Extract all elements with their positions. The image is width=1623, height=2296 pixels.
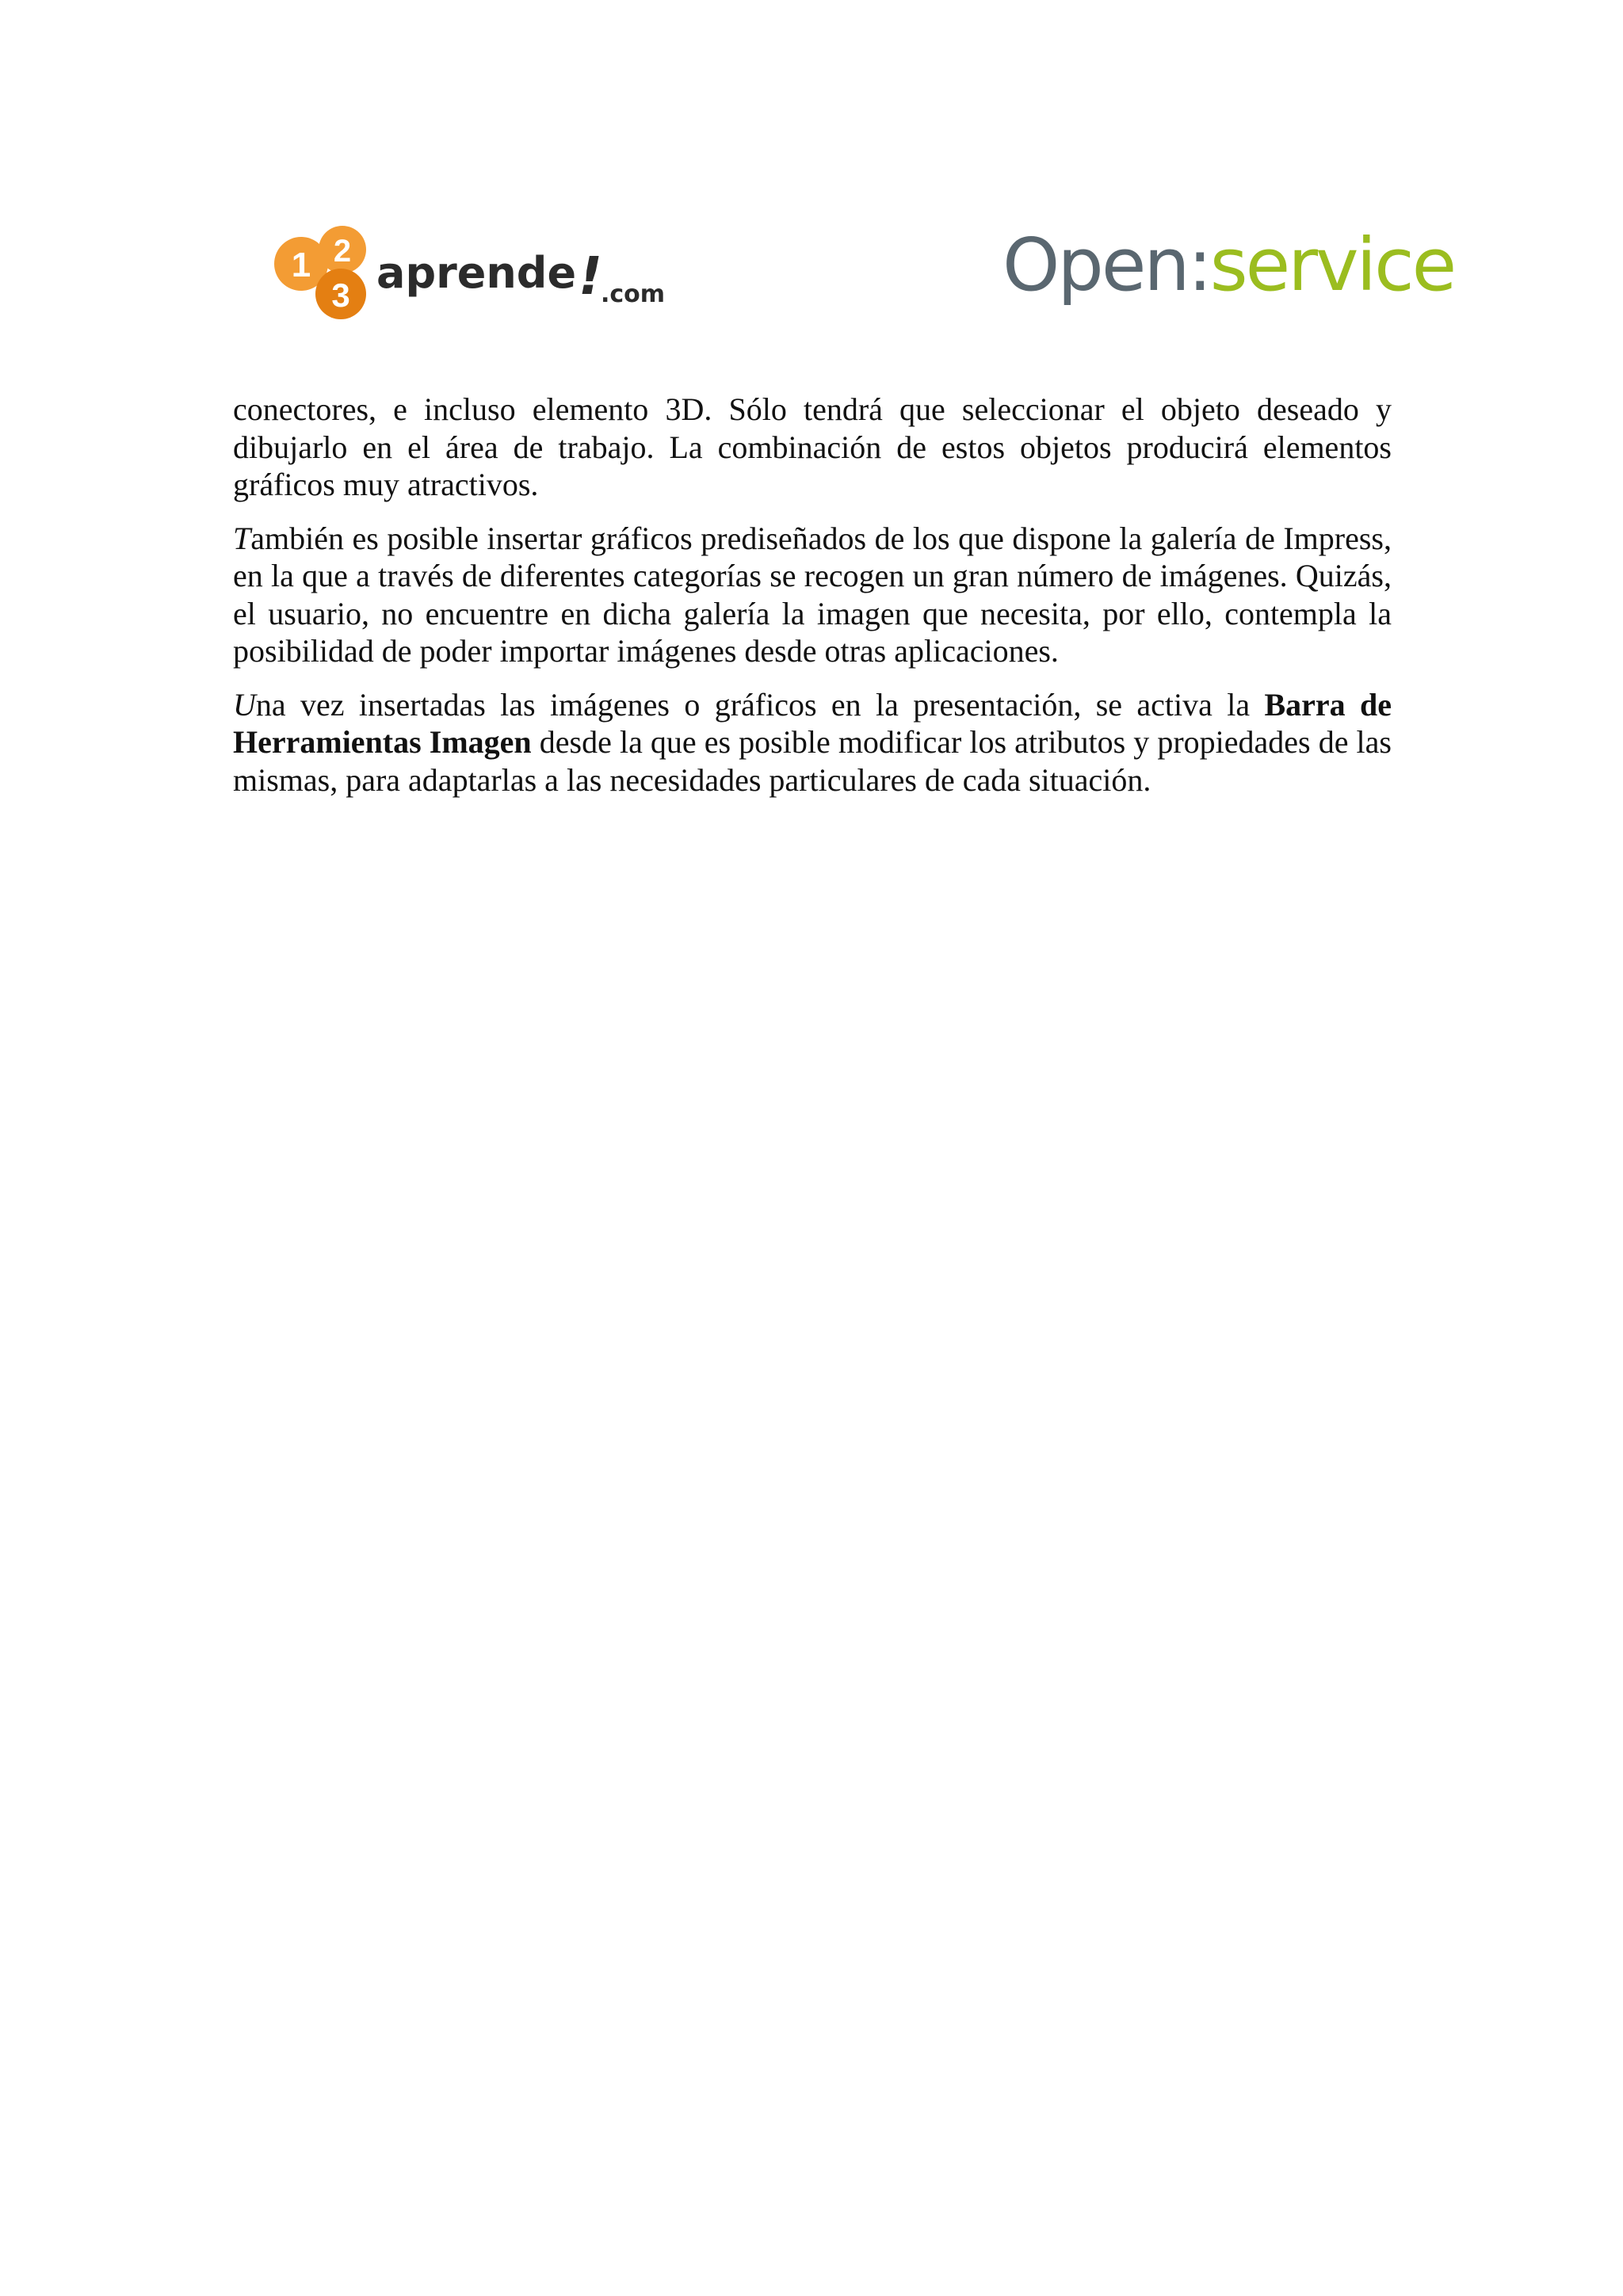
- paragraph-text: na vez insertadas las imágenes o gráficos en la presentación, se activa la: [255, 686, 1265, 723]
- paragraph-2: [233, 520, 1392, 670]
- logo-word: aprende: [376, 248, 577, 298]
- paragraph-text: conectores, e incluso elemento 3D. Sólo tendrá que seleccionar el objeto deseado y dibujarlo en el área de trabajo. La combinación de estos objetos producirá elementos gráficos muy atractivos.: [233, 391, 1392, 502]
- paragraph-text: desde la que es posible modificar los atributos y propiedades de las mismas, para adaptarlas a las necesidades particulares de cada situación.: [233, 724, 1392, 798]
- paragraph-text: ambién es posible insertar gráficos prediseñados de los que dispone la galería de Impress, en la que a través de diferentes categorías se recogen un gran número de imágenes. Quizás, el usuario, no encuentre en dicha galería la imagen que necesita, por ello, contempla la posibilidad de poder importar imágenes desde otras aplicaciones.: [233, 520, 1392, 669]
- logo-suffix: .com: [601, 280, 666, 308]
- aprende-logo-graphic: [269, 226, 682, 321]
- bold-term-image-toolbar: Barra de Herramientas Imagen: [233, 686, 1392, 760]
- logo-digit-1: 1: [291, 246, 311, 284]
- document-body: [233, 391, 1392, 814]
- aprende-logo: [269, 226, 682, 321]
- logo-service-text: service: [1209, 223, 1455, 307]
- logo-open-text: Open: [1002, 223, 1188, 307]
- logo-exclamation: !: [579, 246, 603, 307]
- paragraph-1: [233, 391, 1392, 504]
- logo-digit-2: 2: [333, 234, 352, 269]
- logo-colon: :: [1187, 223, 1210, 307]
- paragraph-initial: T: [233, 520, 251, 556]
- paragraph-3: [233, 686, 1392, 799]
- logo-digit-3: 3: [331, 277, 350, 314]
- openservice-logo: [1002, 222, 1455, 309]
- paragraph-initial: U: [233, 686, 256, 723]
